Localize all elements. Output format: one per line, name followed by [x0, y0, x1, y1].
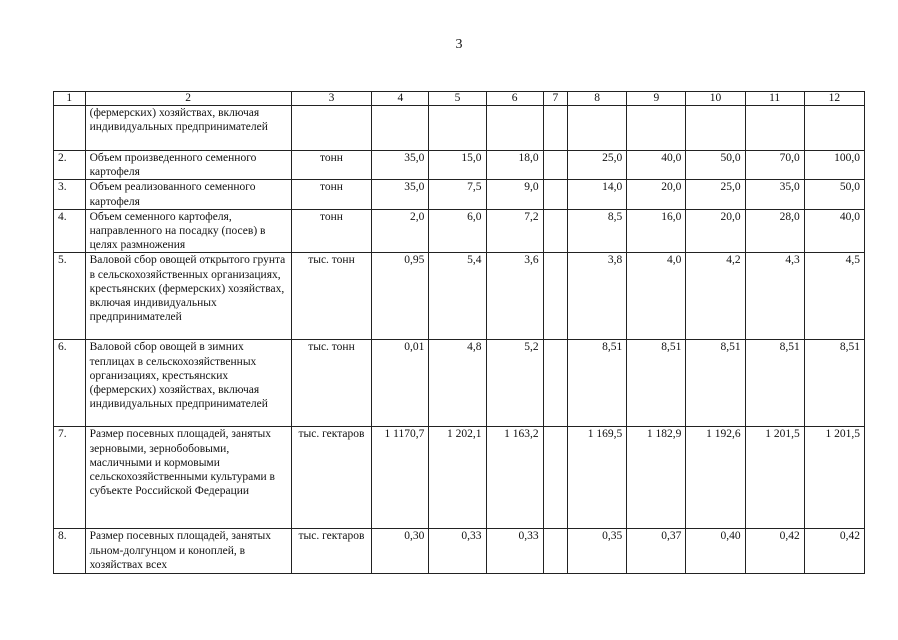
- table-row: [54, 151, 865, 180]
- value-cell: [543, 106, 567, 151]
- indicator-name: (фермерских) хозяйствах, включая индивидуальных предпринимателей: [85, 106, 291, 151]
- row-number: 8.: [54, 529, 86, 574]
- value-cell: 25,0: [568, 151, 627, 180]
- header-row: [54, 92, 865, 106]
- value-cell: 15,0: [429, 151, 486, 180]
- value-cell: 8,51: [745, 340, 804, 427]
- indicator-name: Размер посевных площадей, занятых зерновыми, зернобобовыми, масличными и кормовыми сельскохозяйственными культурами в субъекте Российской Федерации: [85, 427, 291, 529]
- value-cell: 1 201,5: [804, 427, 864, 529]
- value-cell: [568, 106, 627, 151]
- value-cell: 18,0: [486, 151, 543, 180]
- row-number: 6.: [54, 340, 86, 427]
- indicators-table: [53, 91, 865, 574]
- unit-cell: тонн: [291, 180, 372, 209]
- indicator-name: Валовой сбор овощей в зимних теплицах в сельскохозяйственных организациях, крестьянских (фермерских) хозяйствах, включая индивидуальных предпринимателей: [85, 340, 291, 427]
- value-cell: 7,5: [429, 180, 486, 209]
- column-header-6: 6: [486, 92, 543, 106]
- value-cell: 1 202,1: [429, 427, 486, 529]
- value-cell: 1 192,6: [686, 427, 745, 529]
- column-header-1: 1: [54, 92, 86, 106]
- unit-cell: тыс. тонн: [291, 340, 372, 427]
- value-cell: [745, 106, 804, 151]
- value-cell: 35,0: [745, 180, 804, 209]
- value-cell: 0,33: [486, 529, 543, 574]
- indicator-name: Размер посевных площадей, занятых льном-долгунцом и коноплей, в хозяйствах всех: [85, 529, 291, 574]
- value-cell: 0,01: [372, 340, 429, 427]
- value-cell: [543, 340, 567, 427]
- value-cell: [543, 151, 567, 180]
- value-cell: 40,0: [627, 151, 686, 180]
- value-cell: 0,30: [372, 529, 429, 574]
- value-cell: 4,0: [627, 253, 686, 340]
- value-cell: [543, 427, 567, 529]
- value-cell: 3,8: [568, 253, 627, 340]
- indicator-name: Объем реализованного семенного картофеля: [85, 180, 291, 209]
- column-header-7: 7: [543, 92, 567, 106]
- value-cell: 16,0: [627, 209, 686, 253]
- value-cell: 1 169,5: [568, 427, 627, 529]
- table-row: [54, 253, 865, 340]
- value-cell: 4,3: [745, 253, 804, 340]
- value-cell: 7,2: [486, 209, 543, 253]
- value-cell: [486, 106, 543, 151]
- row-number: 4.: [54, 209, 86, 253]
- value-cell: 28,0: [745, 209, 804, 253]
- unit-cell: [291, 106, 372, 151]
- value-cell: [627, 106, 686, 151]
- page-number: 3: [455, 37, 463, 52]
- unit-cell: тонн: [291, 151, 372, 180]
- value-cell: [429, 106, 486, 151]
- value-cell: 0,33: [429, 529, 486, 574]
- value-cell: 5,2: [486, 340, 543, 427]
- value-cell: 5,4: [429, 253, 486, 340]
- value-cell: [543, 209, 567, 253]
- table-row: [54, 180, 865, 209]
- row-number: 2.: [54, 151, 86, 180]
- unit-cell: тыс. гектаров: [291, 529, 372, 574]
- value-cell: 0,37: [627, 529, 686, 574]
- value-cell: 20,0: [627, 180, 686, 209]
- value-cell: 4,5: [804, 253, 864, 340]
- table-row: [54, 106, 865, 151]
- value-cell: 0,40: [686, 529, 745, 574]
- column-header-4: 4: [372, 92, 429, 106]
- value-cell: [543, 253, 567, 340]
- column-header-3: 3: [291, 92, 372, 106]
- table-row: [54, 427, 865, 529]
- value-cell: 100,0: [804, 151, 864, 180]
- value-cell: [543, 180, 567, 209]
- value-cell: 8,5: [568, 209, 627, 253]
- value-cell: [543, 529, 567, 574]
- value-cell: 9,0: [486, 180, 543, 209]
- value-cell: 0,42: [804, 529, 864, 574]
- value-cell: 4,2: [686, 253, 745, 340]
- value-cell: 14,0: [568, 180, 627, 209]
- value-cell: 1 201,5: [745, 427, 804, 529]
- value-cell: 1 182,9: [627, 427, 686, 529]
- row-number: 5.: [54, 253, 86, 340]
- value-cell: 2,0: [372, 209, 429, 253]
- row-number: [54, 106, 86, 151]
- row-number: 7.: [54, 427, 86, 529]
- value-cell: [804, 106, 864, 151]
- value-cell: 0,35: [568, 529, 627, 574]
- column-header-12: 12: [804, 92, 864, 106]
- value-cell: 50,0: [804, 180, 864, 209]
- value-cell: 35,0: [372, 180, 429, 209]
- value-cell: 35,0: [372, 151, 429, 180]
- column-header-10: 10: [686, 92, 745, 106]
- value-cell: 1 1170,7: [372, 427, 429, 529]
- value-cell: 1 163,2: [486, 427, 543, 529]
- value-cell: 50,0: [686, 151, 745, 180]
- value-cell: 6,0: [429, 209, 486, 253]
- unit-cell: тыс. гектаров: [291, 427, 372, 529]
- value-cell: 40,0: [804, 209, 864, 253]
- value-cell: [372, 106, 429, 151]
- column-header-8: 8: [568, 92, 627, 106]
- value-cell: 8,51: [804, 340, 864, 427]
- table-row: [54, 209, 865, 253]
- table-row: [54, 340, 865, 427]
- indicator-name: Объем семенного картофеля, направленного на посадку (посев) в целях размножения: [85, 209, 291, 253]
- value-cell: 4,8: [429, 340, 486, 427]
- value-cell: 8,51: [568, 340, 627, 427]
- value-cell: 8,51: [686, 340, 745, 427]
- value-cell: 25,0: [686, 180, 745, 209]
- column-header-11: 11: [745, 92, 804, 106]
- indicator-name: Валовой сбор овощей открытого грунта в сельскохозяйственных организациях, крестьянских (фермерских) хозяйствах, включая индивидуальных предпринимателей: [85, 253, 291, 340]
- column-header-2: 2: [85, 92, 291, 106]
- value-cell: 0,42: [745, 529, 804, 574]
- indicator-name: Объем произведенного семенного картофеля: [85, 151, 291, 180]
- value-cell: 8,51: [627, 340, 686, 427]
- unit-cell: тонн: [291, 209, 372, 253]
- value-cell: 3,6: [486, 253, 543, 340]
- row-number: 3.: [54, 180, 86, 209]
- value-cell: 20,0: [686, 209, 745, 253]
- column-header-9: 9: [627, 92, 686, 106]
- value-cell: 0,95: [372, 253, 429, 340]
- table-row: [54, 529, 865, 574]
- value-cell: [686, 106, 745, 151]
- unit-cell: тыс. тонн: [291, 253, 372, 340]
- value-cell: 70,0: [745, 151, 804, 180]
- column-header-5: 5: [429, 92, 486, 106]
